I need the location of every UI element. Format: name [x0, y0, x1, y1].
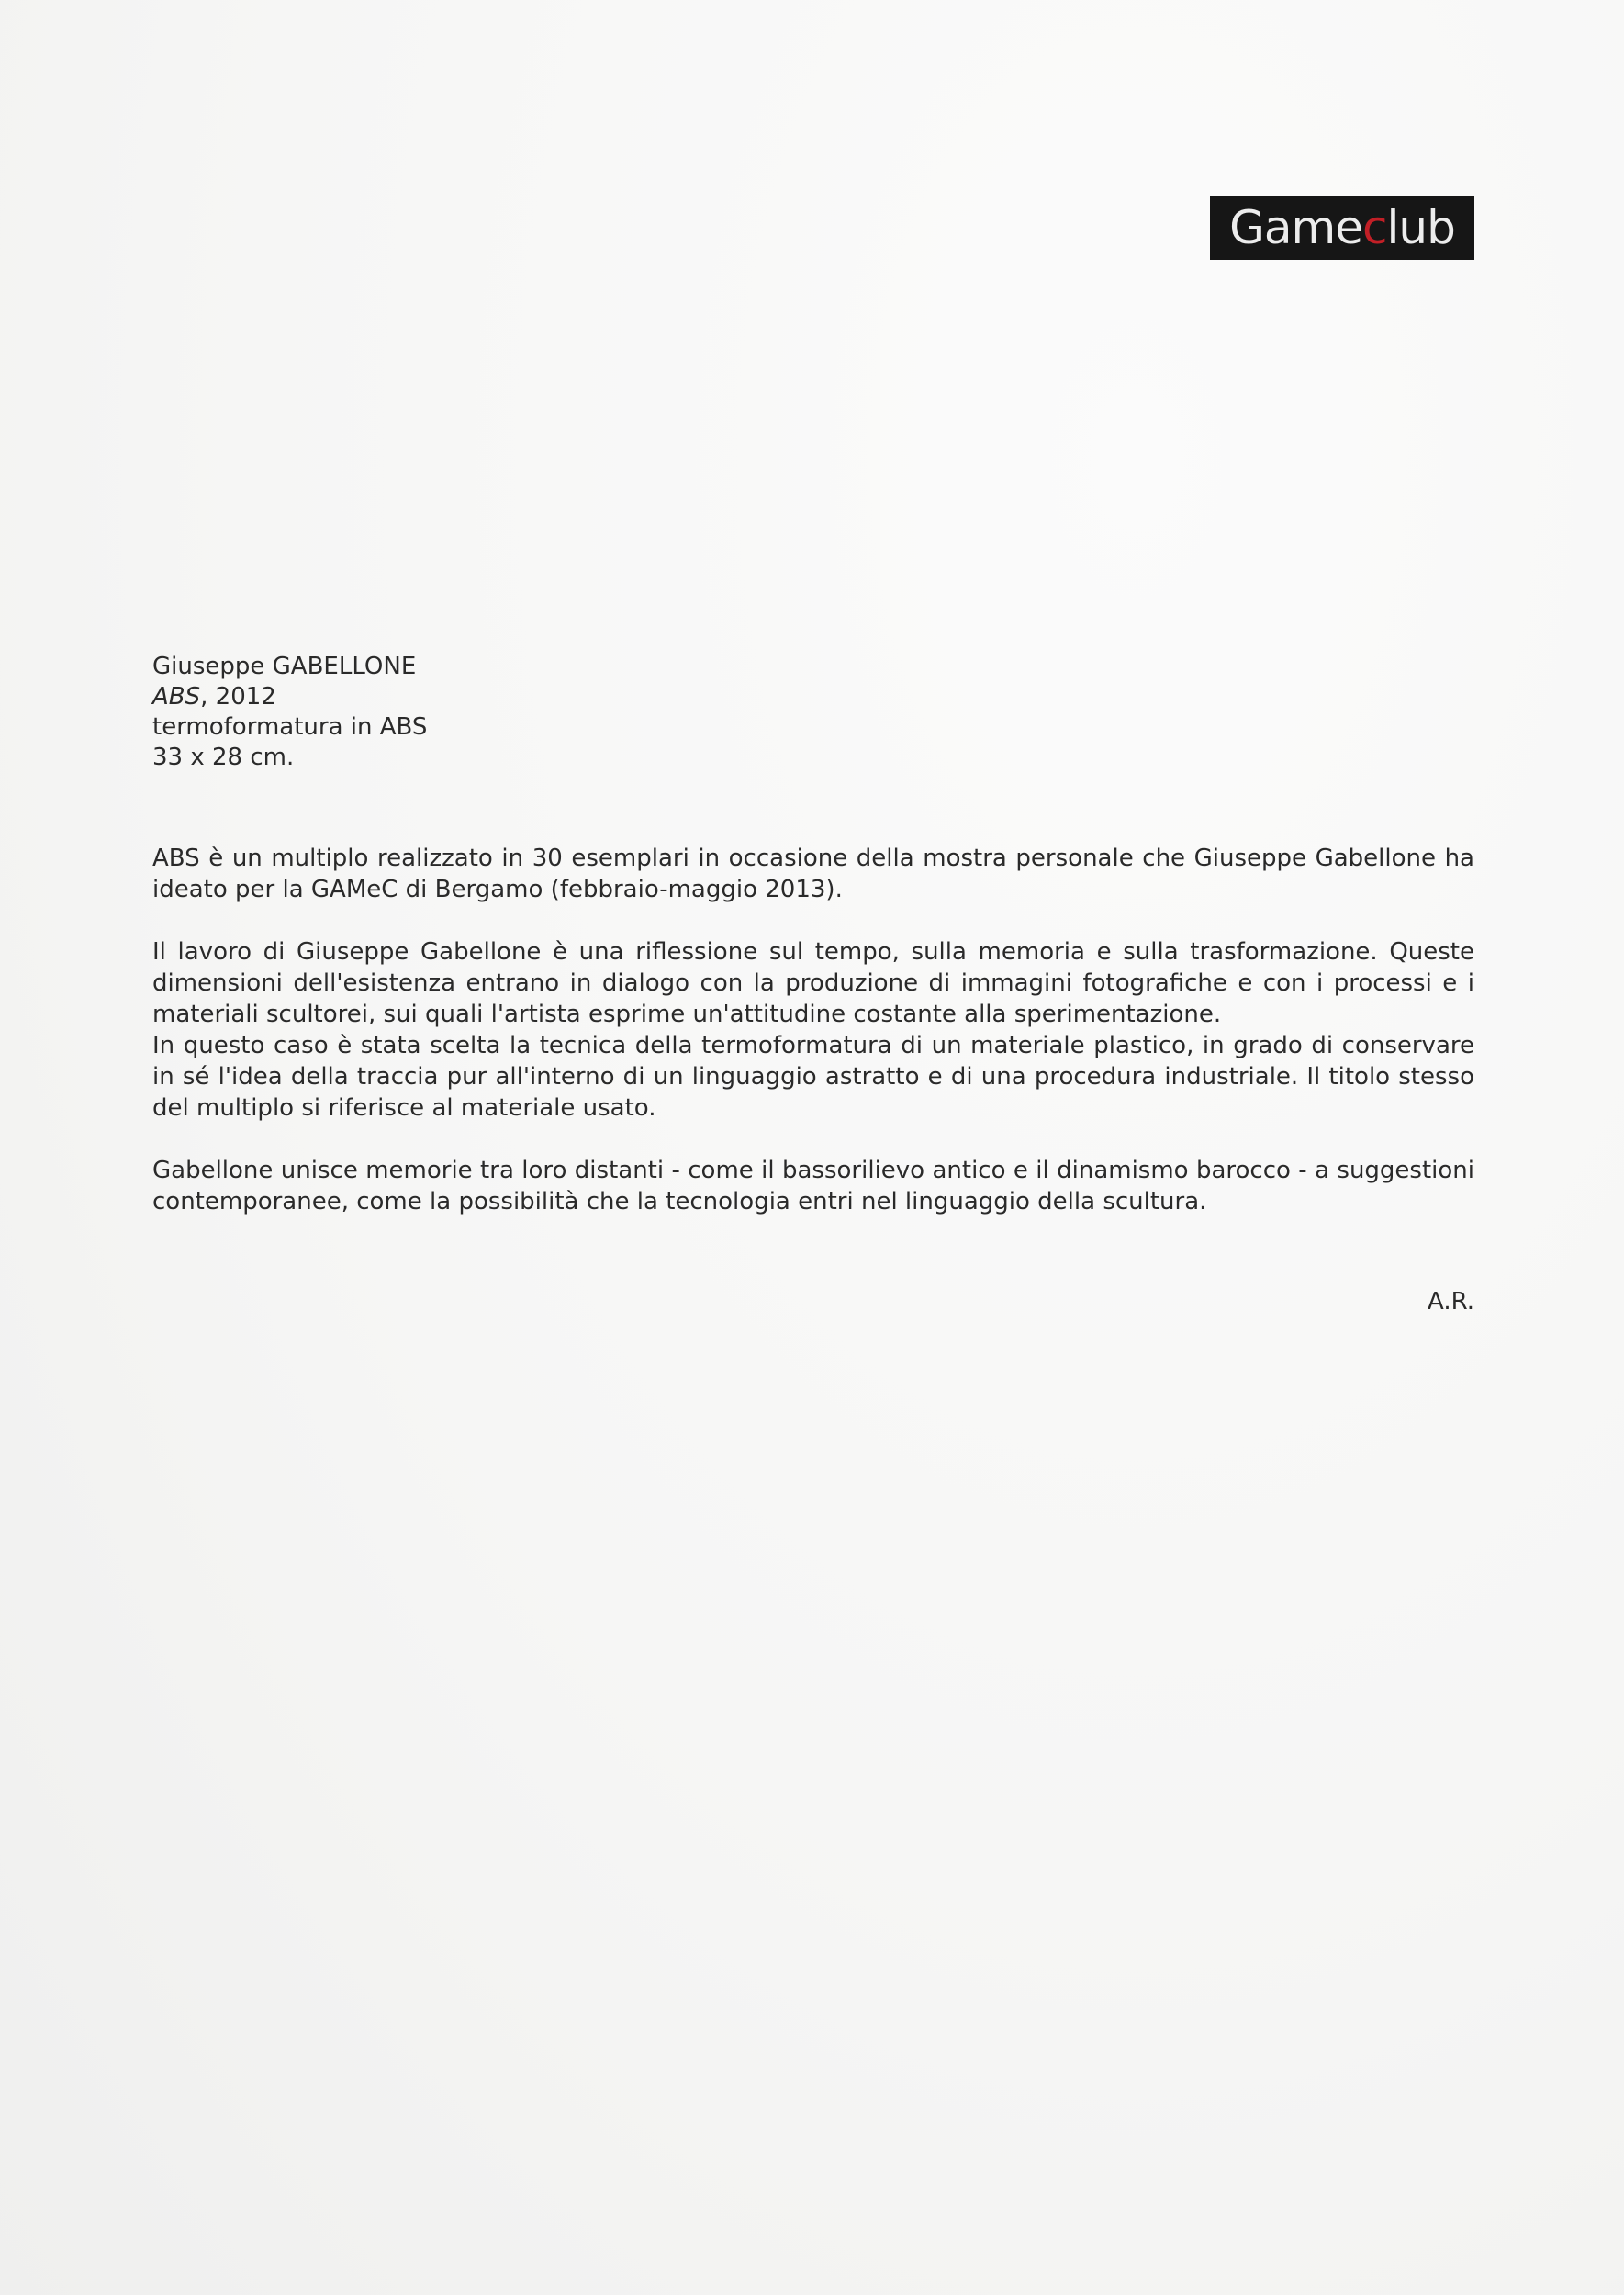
artwork-year: , 2012: [200, 683, 276, 711]
signature: A.R.: [1428, 1288, 1474, 1315]
body-text: [152, 843, 1474, 1248]
paragraph-work: Il lavoro di Giuseppe Gabellone è una riflessione sul tempo, sulla memoria e sulla trasformazione. Queste dimensioni dell'esistenza entrano in dialogo con la produzione di immagini fotografiche e con i processi e i materiali scultorei, sui quali l'artista esprime un'attitudine costante alla sperimentazione.: [152, 938, 1474, 1028]
artwork-dimensions: 33 x 28 cm.: [152, 744, 295, 771]
logo-text-accent: c: [1362, 201, 1387, 254]
paragraph-memories: Gabellone unisce memorie tra loro distanti - come il bassorilievo antico e il dinamismo barocco - a suggestioni contemporanee, come la possibilità che la tecnologia entri nel linguaggio della scultura.: [152, 1157, 1474, 1215]
logo-text-part2: lub: [1386, 201, 1455, 254]
artist-name: Giuseppe GABELLONE: [152, 653, 417, 680]
paragraph-technique: In questo caso è stata scelta la tecnica della termoformatura di un materiale plastico, in grado di conservare in sé l'idea della traccia pur all'interno di un linguaggio astratto e di una procedura industriale. Il titolo stesso del multiplo si riferisce al materiale usato.: [152, 1032, 1474, 1122]
artwork-title-line: [152, 682, 427, 712]
gameclub-logo: [1210, 196, 1474, 260]
paragraph-intro: ABS è un multiplo realizzato in 30 esemplari in occasione della mostra personale che Giuseppe Gabellone ha ideato per la GAMeC di Bergamo (febbraio-maggio 2013).: [152, 845, 1474, 903]
artwork-technique: termoformatura in ABS: [152, 713, 428, 741]
artwork-title: ABS: [152, 683, 201, 711]
logo-text-part1: Game: [1229, 201, 1363, 254]
artwork-info: [152, 652, 427, 773]
